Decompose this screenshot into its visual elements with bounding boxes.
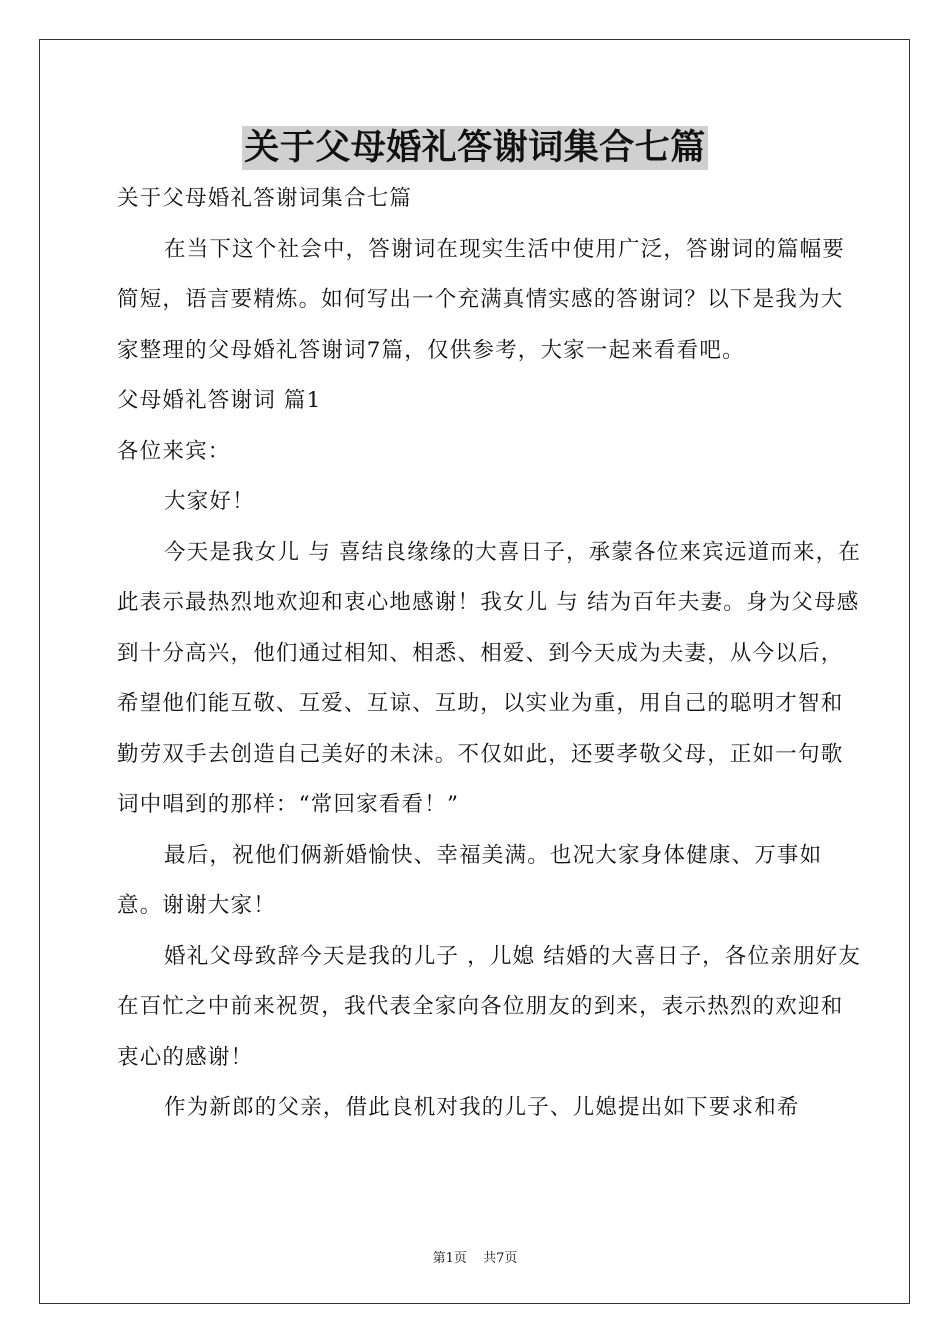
page-total: 共7页 bbox=[483, 1251, 518, 1266]
paragraph-salutation: 各位来宾： bbox=[117, 438, 231, 464]
paragraph-doc-heading: 关于父母婚礼答谢词集合七篇 bbox=[117, 186, 413, 211]
paragraph-body-2: 最后，祝他们俩新婚愉快、幸福美满。也况大家身体健康、万事如意。谢谢大家！ bbox=[117, 842, 823, 918]
document-body bbox=[117, 174, 862, 1134]
title-wrap bbox=[0, 126, 950, 170]
paragraph-section-heading: 父母婚礼答谢词 篇1 bbox=[117, 388, 322, 413]
paragraph-greeting: 大家好！ bbox=[164, 489, 255, 514]
paragraph-body-3: 婚礼父母致辞今天是我的儿子 ，儿媳 结婚的大喜日子，各位亲朋好友在百忙之中前来祝贺，我代表全家向各位朋友的到来，表示热烈的欢迎和衷心的感谢！ bbox=[117, 943, 862, 1070]
page-footer bbox=[0, 1247, 950, 1266]
paragraph-body-4: 作为新郎的父亲，借此良机对我的儿子、儿媳提出如下要求和希 bbox=[164, 1095, 800, 1120]
paragraph-body-1: 今天是我女儿 与 喜结良缘缘的大喜日子，承蒙各位来宾远道而来，在此表示最热烈地欢迎和衷心地感谢！我女儿 与 结为百年夫妻。身为父母感到十分高兴，他们通过相知、相悉、相爱、到今天成为夫妻，从今以后，希望他们能互敬、互爱、互谅、互助，以实业为重，用自己的聪明才智和勤劳双手去创造自己美好的未沬。不仅如此，还要孝敬父母，正如一句歌词中唱到的那样：“常回家看看！” bbox=[117, 539, 862, 817]
paragraph-intro: 在当下这个社会中，答谢词在现实生活中使用广泛，答谢词的篇幅要简短，语言要精炼。如何写出一个充满真情实感的答谢词？以下是我为大家整理的父母婚礼答谢词7篇，仅供参考，大家一起来看看吧。 bbox=[117, 236, 846, 363]
page-number: 第1页 bbox=[432, 1251, 467, 1266]
document-title: 关于父母婚礼答谢词集合七篇 bbox=[244, 127, 706, 168]
